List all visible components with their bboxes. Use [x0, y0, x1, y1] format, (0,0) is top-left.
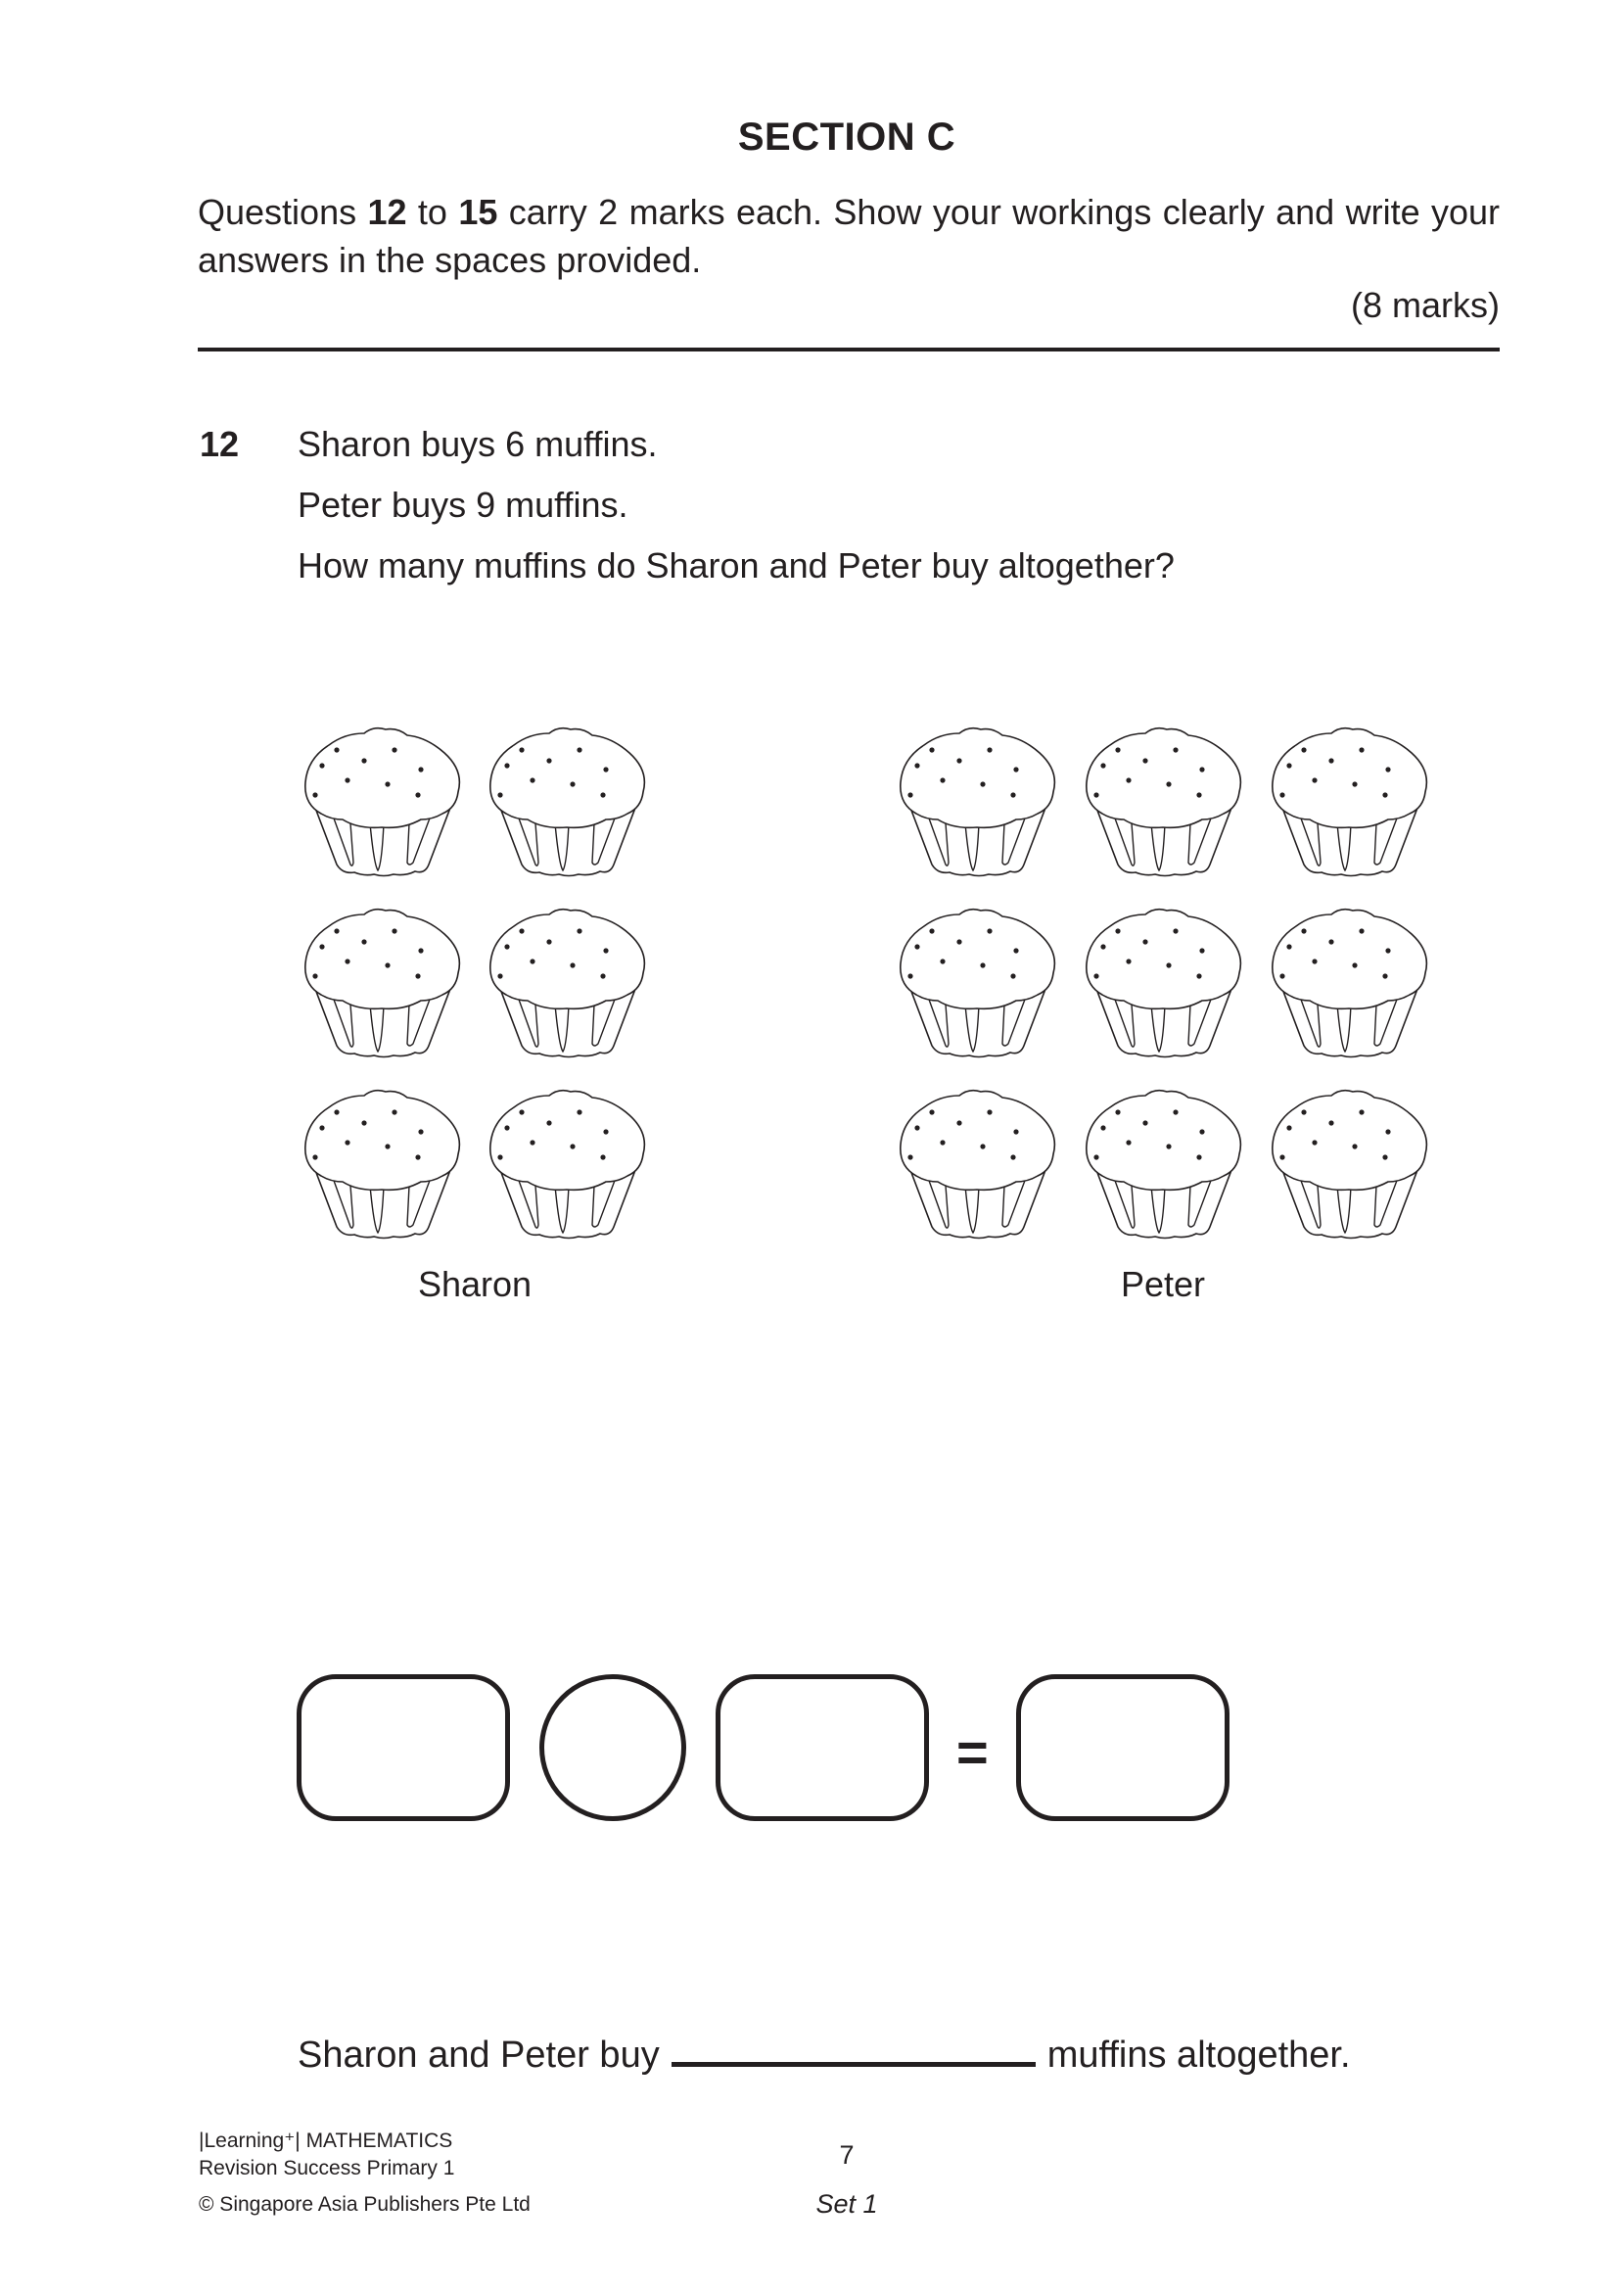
result-box[interactable]: [1016, 1674, 1230, 1821]
answer-blank[interactable]: [672, 2033, 1036, 2067]
muffin-icon: [296, 718, 468, 878]
operator-circle[interactable]: [539, 1674, 686, 1821]
question-line-1: Sharon buys 6 muffins.: [298, 424, 658, 464]
muffin-icon: [296, 1080, 468, 1241]
answer-suffix: muffins altogether.: [1046, 2035, 1351, 2076]
last-question-number: 15: [458, 192, 498, 232]
question-line-3: How many muffins do Sharon and Peter buy altogether?: [298, 545, 1175, 585]
muffin-icon: [1077, 1080, 1249, 1241]
muffin-icon: [891, 899, 1063, 1059]
muffin-icon: [891, 718, 1063, 878]
first-question-number: 12: [367, 192, 407, 232]
muffin-icon: [296, 899, 468, 1059]
instructions-text: carry 2 marks each. Show your workings clearly and write your answers in the spaces provided.: [198, 192, 1501, 280]
muffin-icon: [1263, 1080, 1435, 1241]
question-number: 12: [200, 424, 240, 464]
muffin-icon: [1077, 899, 1249, 1059]
section-instructions: [198, 188, 1500, 284]
footer-copyright: © Singapore Asia Publishers Pte Ltd: [199, 2193, 531, 2216]
muffin-icon: [481, 899, 653, 1059]
footer-series: |Learning⁺| MATHEMATICS: [199, 2130, 453, 2152]
peter-label: Peter: [1120, 1264, 1206, 1304]
page-number: 7: [839, 2140, 855, 2170]
question-line-2: Peter buys 9 muffins.: [298, 485, 628, 525]
footer-book-title: Revision Success Primary 1: [199, 2157, 455, 2179]
section-divider: [198, 348, 1500, 351]
muffin-icon: [891, 1080, 1063, 1241]
operand-2-box[interactable]: [716, 1674, 929, 1821]
sharon-label: Sharon: [417, 1264, 533, 1304]
muffin-icon: [1077, 718, 1249, 878]
instructions-text: to: [406, 192, 459, 232]
set-label: Set 1: [815, 2189, 878, 2219]
answer-statement: [298, 2033, 1351, 2078]
instructions-text: Questions: [198, 192, 368, 232]
answer-prefix: Sharon and Peter buy: [298, 2035, 660, 2076]
muffin-icon: [481, 1080, 653, 1241]
muffin-icon: [1263, 718, 1435, 878]
muffin-icon: [1263, 899, 1435, 1059]
section-title: SECTION C: [737, 116, 956, 159]
section-marks: (8 marks): [1351, 285, 1500, 325]
equals-sign: =: [956, 1721, 989, 1783]
muffin-icon: [481, 718, 653, 878]
operand-1-box[interactable]: [297, 1674, 510, 1821]
